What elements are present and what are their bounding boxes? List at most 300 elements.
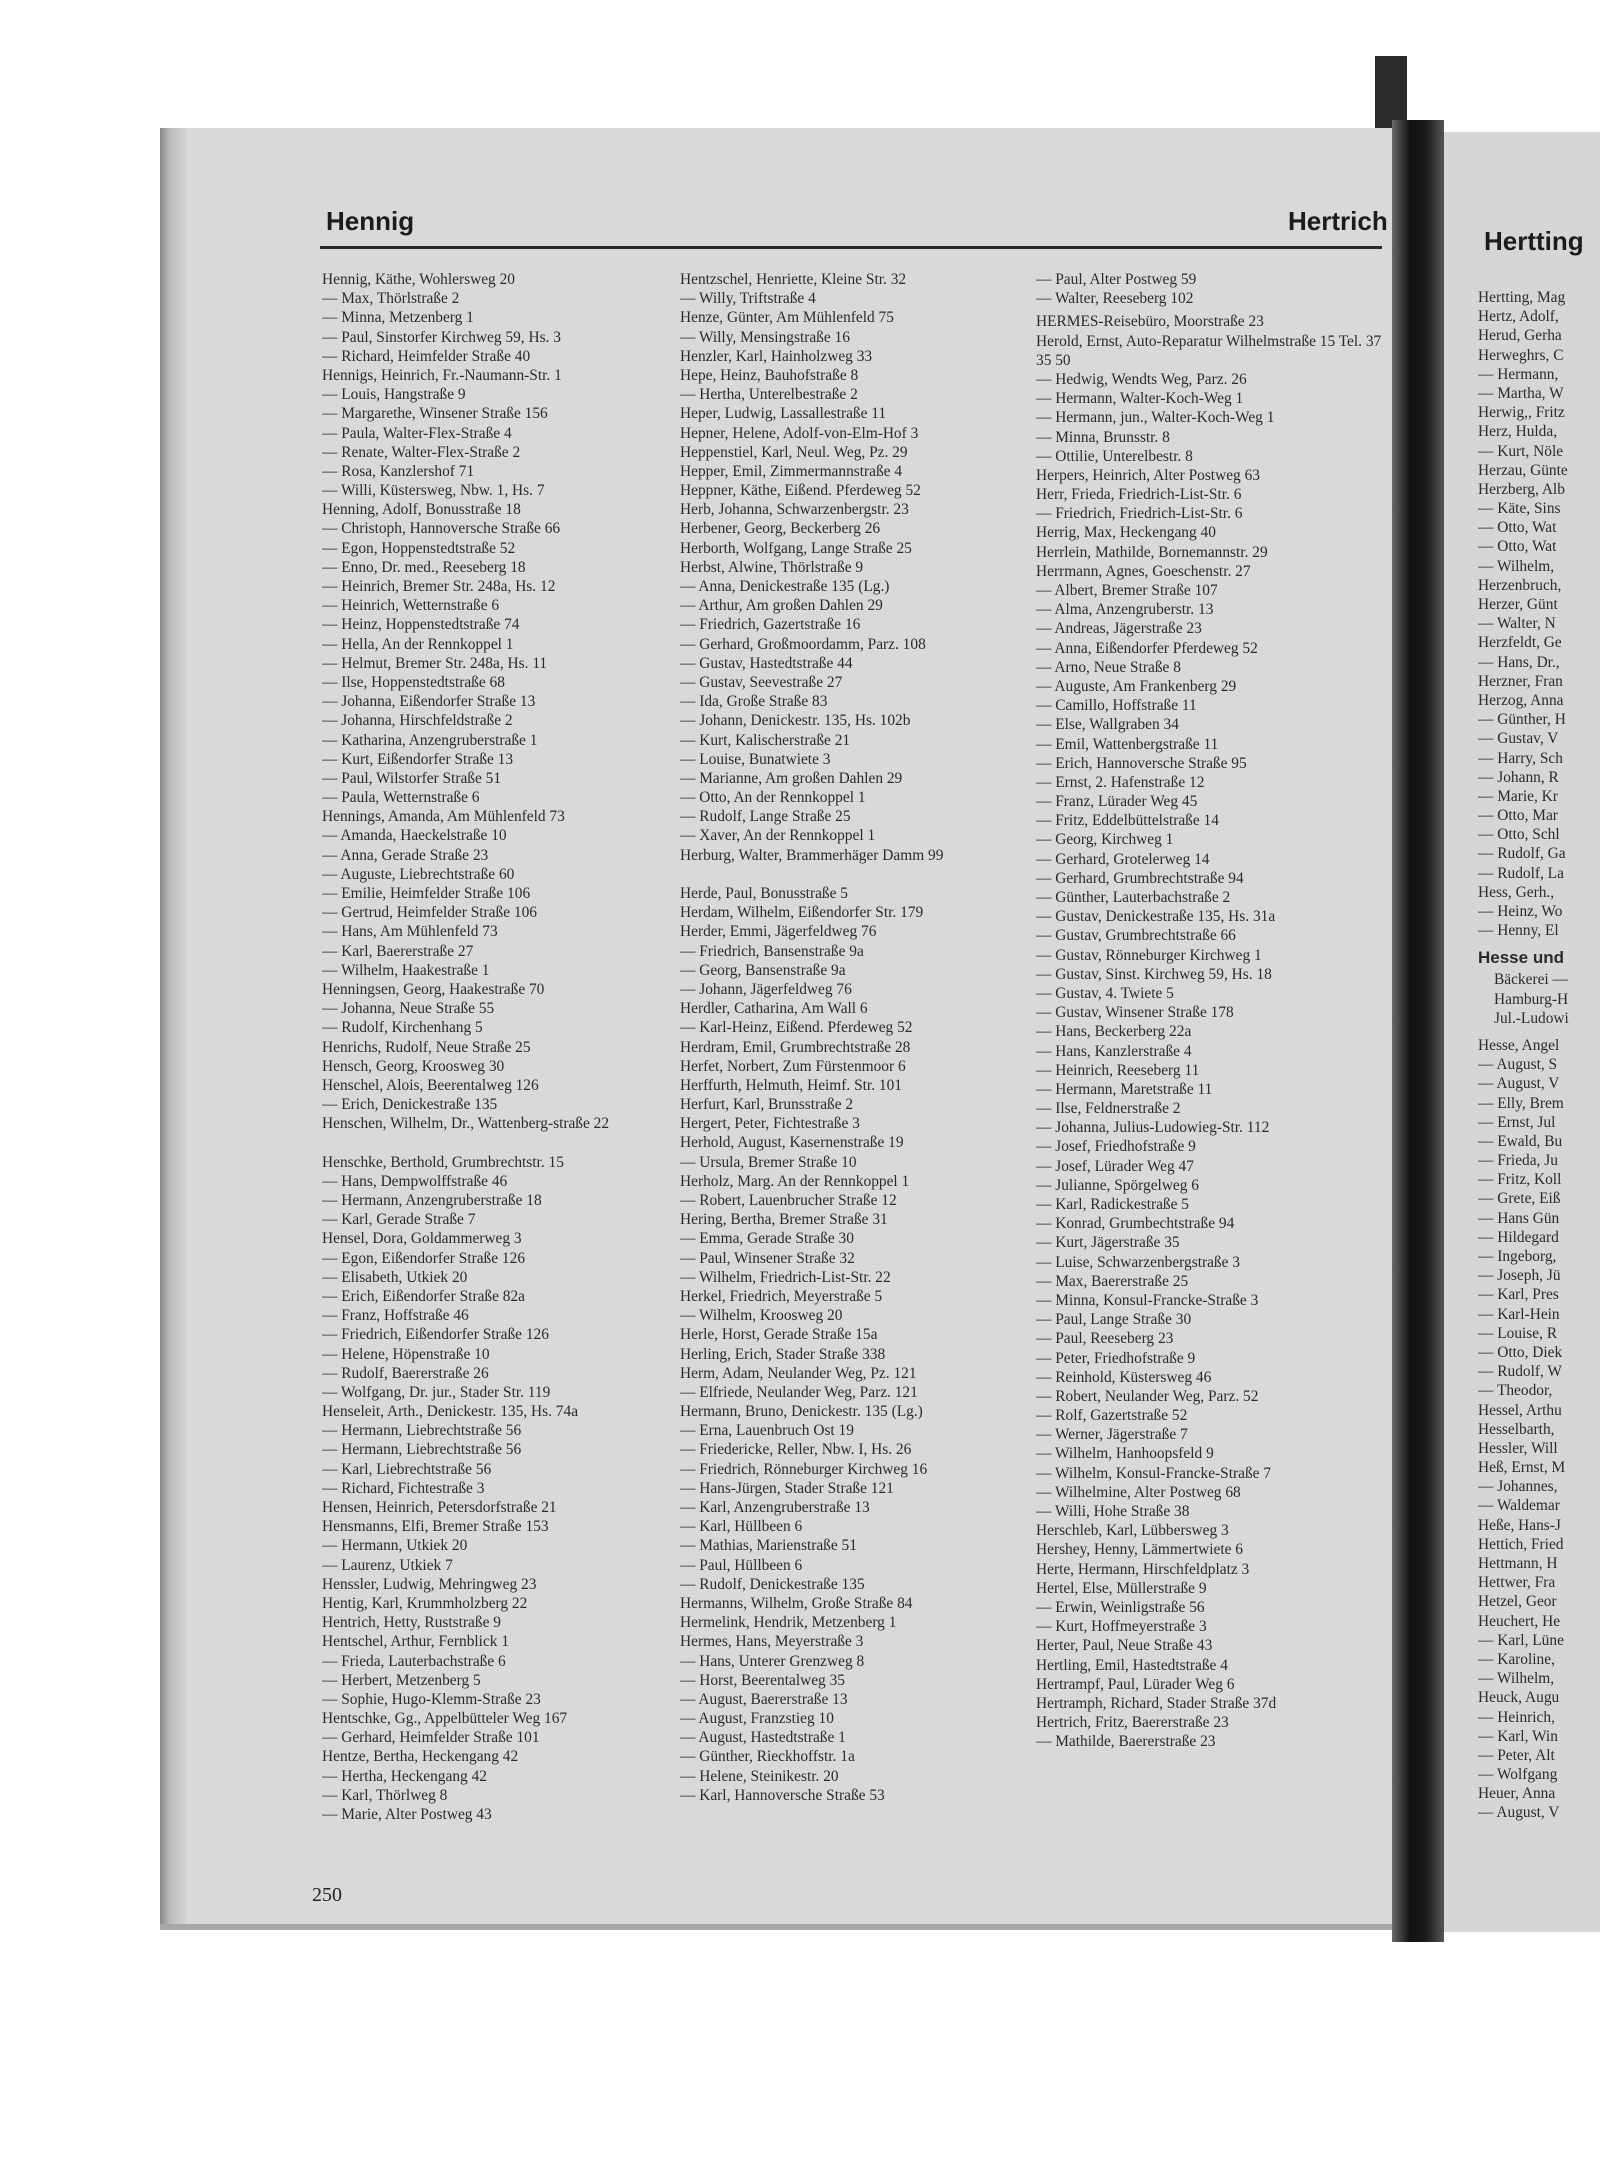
directory-entry: — Willi, Hohe Straße 38 <box>1036 1503 1190 1521</box>
directory-entry: — Theodor, <box>1478 1382 1553 1400</box>
directory-entry: — Christoph, Hannoversche Straße 66 <box>322 520 561 538</box>
directory-entry: — Friedrich, Eißendorfer Straße 126 <box>322 1326 549 1344</box>
directory-entry: Hertrich, Fritz, Baererstraße 23 <box>1036 1714 1229 1732</box>
directory-entry: — Albert, Bremer Straße 107 <box>1036 582 1218 600</box>
directory-entry: — Gerhard, Grotelerweg 14 <box>1036 850 1210 868</box>
directory-entry: — Erich, Denickestraße 135 <box>322 1096 498 1114</box>
directory-entry: — Paula, Walter-Flex-Straße 4 <box>322 424 512 442</box>
directory-entry: Herdram, Emil, Grumbrechtstraße 28 <box>680 1038 911 1056</box>
directory-entry: Herzog, Anna <box>1478 691 1564 709</box>
directory-entry: — Otto, Wat <box>1478 519 1557 537</box>
directory-entry: Herrig, Max, Heckengang 40 <box>1036 524 1216 542</box>
directory-entry: — Ingeborg, <box>1478 1248 1557 1265</box>
directory-entry: Heß, Ernst, M <box>1478 1459 1566 1477</box>
directory-entry: Hergert, Peter, Fichtestraße 3 <box>680 1115 860 1133</box>
directory-entry: Jul.-Ludowi <box>1494 1009 1569 1027</box>
directory-entry: — Heinrich, Reeseberg 11 <box>1036 1061 1200 1079</box>
directory-entry: — Ilse, Feldnerstraße 2 <box>1036 1100 1181 1118</box>
directory-entry: — Anna, Denickestraße 135 (Lg.) <box>680 578 890 595</box>
running-head-left: Hennig <box>326 206 415 236</box>
directory-entry: Herzner, Fran <box>1478 672 1563 690</box>
directory-entry: — Hermann, Liebrechtstraße 56 <box>322 1441 522 1459</box>
directory-entry: — Willi, Küstersweg, Nbw. 1, Hs. 7 <box>322 482 545 500</box>
directory-entry: — Elly, Brem <box>1478 1094 1564 1112</box>
directory-entry: — Rudolf, Denickestraße 135 <box>680 1575 865 1593</box>
directory-entry: — Fritz, Koll <box>1478 1171 1562 1189</box>
directory-entry: — Minna, Konsul-Francke-Straße 3 <box>1036 1291 1259 1309</box>
directory-entry: — Camillo, Hoffstraße 11 <box>1036 697 1197 715</box>
column-1 <box>322 270 662 1824</box>
directory-entry: Hentschel, Arthur, Fernblick 1 <box>322 1633 510 1651</box>
directory-entry: — Robert, Lauenbrucher Straße 12 <box>680 1192 897 1210</box>
column-3 <box>1036 270 1386 1751</box>
directory-entry: Hamburg-H <box>1494 990 1569 1008</box>
directory-entry: — Kurt, Kalischerstraße 21 <box>680 731 851 749</box>
directory-entry: Hennig, Käthe, Wohlersweg 20 <box>322 271 515 288</box>
directory-entry: — Hans, Dempwolffstraße 46 <box>322 1172 508 1190</box>
directory-entry: — Friedericke, Reller, Nbw. I, Hs. 26 <box>680 1441 912 1459</box>
directory-entry: — Peter, Alt <box>1478 1746 1555 1764</box>
directory-entry: — Gertrud, Heimfelder Straße 106 <box>322 904 537 922</box>
directory-entry: Heße, Hans-J <box>1478 1516 1561 1534</box>
directory-entry: — Anna, Gerade Straße 23 <box>322 846 489 864</box>
directory-entry: — Ilse, Hoppenstedtstraße 68 <box>322 673 505 691</box>
directory-entry: — Frieda, Lauterbachstraße 6 <box>322 1652 506 1670</box>
directory-entry: — Paul, Alter Postweg 59 <box>1036 271 1197 288</box>
directory-entry: Herzberg, Alb <box>1478 480 1565 498</box>
directory-entry: Henze, Günter, Am Mühlenfeld 75 <box>680 309 894 327</box>
directory-entry: — Hermann, Liebrechtstraße 56 <box>322 1422 522 1440</box>
directory-entry: Hertling, Emil, Hastedtstraße 4 <box>1036 1656 1228 1674</box>
directory-entry: Hertramph, Richard, Stader Straße 37d <box>1036 1694 1277 1712</box>
directory-entry: Hennigs, Heinrich, Fr.-Naumann-Str. 1 <box>322 366 562 384</box>
directory-entry: — Else, Wallgraben 34 <box>1036 716 1179 734</box>
directory-entry: Hertting, Mag <box>1478 289 1566 306</box>
directory-entry: Herffurth, Helmuth, Heimf. Str. 101 <box>680 1076 902 1094</box>
directory-entry: — Hertha, Unterelbestraße 2 <box>680 386 858 404</box>
directory-entry: Hentzschel, Henriette, Kleine Str. 32 <box>680 271 907 288</box>
directory-entry: — Horst, Beerentalweg 35 <box>680 1671 845 1689</box>
header-rule <box>320 246 1382 249</box>
directory-entry: — Rudolf, La <box>1478 864 1564 882</box>
directory-entry: — Marie, Alter Postweg 43 <box>322 1806 492 1824</box>
directory-entry: — Emilie, Heimfelder Straße 106 <box>322 885 531 902</box>
directory-entry: Herling, Erich, Stader Straße 338 <box>680 1345 886 1363</box>
directory-entry: Herr, Frieda, Friedrich-List-Str. 6 <box>1036 486 1242 504</box>
directory-entry: — Hella, An der Rennkoppel 1 <box>322 635 514 653</box>
directory-entry: — Louise, R <box>1478 1324 1558 1342</box>
directory-entry: — Herbert, Metzenberg 5 <box>322 1671 481 1689</box>
directory-entry: Heuck, Augu <box>1478 1689 1560 1707</box>
directory-entry: — Josef, Lürader Weg 47 <box>1036 1157 1194 1175</box>
directory-entry: — Ernst, 2. Hafenstraße 12 <box>1036 773 1205 791</box>
directory-entry: Hepe, Heinz, Bauhofstraße 8 <box>680 366 859 384</box>
directory-entry: — Friedrich, Gazertstraße 16 <box>680 616 861 634</box>
directory-entry: — Peter, Friedhofstraße 9 <box>1036 1349 1196 1367</box>
directory-entry: — Johanna, Eißendorfer Straße 13 <box>322 693 536 711</box>
directory-entry: — Waldemar <box>1478 1497 1560 1515</box>
directory-entry: — Karl, Anzengruberstraße 13 <box>680 1499 870 1517</box>
directory-entry: — Wilhelm, <box>1478 557 1555 575</box>
directory-entry: Hermanns, Wilhelm, Große Straße 84 <box>680 1594 913 1612</box>
directory-entry: Hessler, Will <box>1478 1439 1558 1457</box>
directory-entry: — Rudolf, Kirchenhang 5 <box>322 1019 483 1037</box>
directory-entry: — Joseph, Jü <box>1478 1267 1561 1285</box>
directory-entry: Herrlein, Mathilde, Bornemannstr. 29 <box>1036 543 1268 561</box>
directory-entry: Herweghrs, C <box>1478 346 1564 364</box>
directory-entry: — Julianne, Spörgelweg 6 <box>1036 1176 1200 1194</box>
directory-entry: — Mathilde, Baererstraße 23 <box>1036 1733 1216 1751</box>
directory-entry: — August, V <box>1478 1804 1560 1822</box>
directory-entry: — Hermann, Maretstraße 11 <box>1036 1080 1213 1098</box>
directory-entry: — Fritz, Eddelbüttelstraße 14 <box>1036 812 1219 830</box>
directory-entry: — Heinz, Wo <box>1478 903 1563 920</box>
directory-entry: — Karl, Baererstraße 27 <box>322 942 474 960</box>
directory-entry: — Sophie, Hugo-Klemm-Straße 23 <box>322 1690 541 1708</box>
directory-entry: Hennings, Amanda, Am Mühlenfeld 73 <box>322 808 565 826</box>
directory-entry: — Gustav, Rönneburger Kirchweg 1 <box>1036 946 1262 964</box>
directory-entry: Henningsen, Georg, Haakestraße 70 <box>322 980 545 998</box>
directory-entry: — Arthur, Am großen Dahlen 29 <box>680 597 883 615</box>
directory-entry: — Otto, Wat <box>1478 538 1557 556</box>
directory-entry: — Karl, Lüne <box>1478 1631 1564 1649</box>
directory-entry: — Kurt, Eißendorfer Straße 13 <box>322 750 514 768</box>
directory-entry: — Johanna, Julius-Ludowieg-Str. 112 <box>1036 1119 1270 1137</box>
directory-entry: Hettich, Fried <box>1478 1535 1564 1553</box>
directory-entry: — Max, Thörlstraße 2 <box>322 290 460 308</box>
directory-entry: — Wilhelm, <box>1478 1670 1555 1688</box>
directory-entry: — Franz, Lürader Weg 45 <box>1036 793 1198 811</box>
directory-entry: Herm, Adam, Neulander Weg, Pz. 121 <box>680 1364 917 1382</box>
directory-entry: — Wilhelm, Friedrich-List-Str. 22 <box>680 1268 891 1286</box>
directory-entry: — Wolfgang, Dr. jur., Stader Str. 119 <box>322 1383 551 1401</box>
directory-entry: — Konrad, Grumbechtstraße 94 <box>1036 1215 1235 1233</box>
directory-entry: — Otto, An der Rennkoppel 1 <box>680 789 866 807</box>
directory-entry: Herold, Ernst, Auto-Reparatur Wilhelmstraße 15 Tel. 37 35 50 <box>1036 332 1382 369</box>
directory-entry: — Kurt, Hoffmeyerstraße 3 <box>1036 1618 1207 1636</box>
directory-entry: — Rudolf, Baererstraße 26 <box>322 1364 489 1382</box>
directory-entry: Hesselbarth, <box>1478 1420 1555 1438</box>
directory-entry: Henrichs, Rudolf, Neue Straße 25 <box>322 1038 531 1056</box>
directory-entry: — Andreas, Jägerstraße 23 <box>1036 620 1202 638</box>
directory-entry: — Elisabeth, Utkiek 20 <box>322 1268 468 1286</box>
directory-entry: Hensel, Dora, Goldammerweg 3 <box>322 1230 522 1248</box>
directory-entry: — Rudolf, Lange Straße 25 <box>680 808 851 826</box>
directory-entry: Hermes, Hans, Meyerstraße 3 <box>680 1633 864 1651</box>
directory-entry: Herde, Paul, Bonusstraße 5 <box>680 885 848 903</box>
directory-entry: — Minna, Metzenberg 1 <box>322 309 474 327</box>
section-heading: Hesse und <box>1478 948 1564 968</box>
directory-entry: — Käte, Sins <box>1478 500 1561 518</box>
directory-entry: — Johann, Jägerfeldweg 76 <box>680 980 852 998</box>
directory-entry: — Kurt, Nöle <box>1478 442 1564 460</box>
directory-entry: — Grete, Eiß <box>1478 1190 1561 1208</box>
directory-entry: — Otto, Diek <box>1478 1343 1563 1361</box>
directory-entry: — Gustav, V <box>1478 730 1559 748</box>
directory-entry: — Johannes, <box>1478 1478 1558 1496</box>
directory-entry: Herter, Paul, Neue Straße 43 <box>1036 1637 1213 1655</box>
directory-entry: — Auguste, Am Frankenberg 29 <box>1036 677 1237 695</box>
directory-entry: Herschleb, Karl, Lübbersweg 3 <box>1036 1522 1229 1540</box>
directory-entry: — August, Baererstraße 13 <box>680 1690 848 1708</box>
directory-entry: — Helmut, Bremer Str. 248a, Hs. 11 <box>322 654 548 672</box>
directory-entry: Heper, Ludwig, Lassallestraße 11 <box>680 405 887 423</box>
directory-entry: — Karl, Radickestraße 5 <box>1036 1196 1189 1214</box>
directory-entry: — Otto, Schl <box>1478 826 1560 844</box>
directory-entry: — Hans, Am Mühlenfeld 73 <box>322 923 498 941</box>
directory-entry: — Friedrich, Friedrich-List-Str. 6 <box>1036 505 1243 523</box>
running-head-right: Hertrich <box>1288 206 1388 236</box>
directory-entry: — Harry, Sch <box>1478 749 1563 767</box>
directory-entry: Hertel, Else, Müllerstraße 9 <box>1036 1579 1207 1597</box>
directory-entry: Hettmann, H <box>1478 1555 1558 1572</box>
directory-entry: — Minna, Brunsstr. 8 <box>1036 428 1170 446</box>
directory-entry: — Karl-Hein <box>1478 1305 1560 1323</box>
directory-entry: Hessel, Arthu <box>1478 1401 1562 1419</box>
directory-entry: — Luise, Schwarzenbergstraße 3 <box>1036 1253 1241 1271</box>
directory-entry: Hepner, Helene, Adolf-von-Elm-Hof 3 <box>680 424 919 442</box>
directory-entry: Hermann, Bruno, Denickestr. 135 (Lg.) <box>680 1403 923 1421</box>
directory-entry: — Werner, Jägerstraße 7 <box>1036 1426 1188 1444</box>
page-bottom-edge <box>160 1924 1392 1930</box>
directory-entry: — Paul, Winsener Straße 32 <box>680 1249 855 1267</box>
directory-entry: — Rosa, Kanzlershof 71 <box>322 462 475 480</box>
directory-entry: — Hans, Dr., <box>1478 653 1560 671</box>
directory-entry: — Günther, H <box>1478 711 1566 729</box>
directory-entry: — August, Hastedtstraße 1 <box>680 1729 846 1747</box>
directory-entry: — Louise, Bunatwiete 3 <box>680 750 831 768</box>
book-gutter <box>1392 120 1444 1942</box>
directory-entry: — Paul, Lange Straße 30 <box>1036 1311 1192 1329</box>
directory-entry: Hentze, Bertha, Heckengang 42 <box>322 1748 519 1766</box>
directory-entry: Heuchert, He <box>1478 1612 1561 1630</box>
directory-entry: — Gerhard, Großmoordamm, Parz. 108 <box>680 635 926 653</box>
directory-entry: — Johann, R <box>1478 768 1559 786</box>
directory-entry: — Josef, Friedhofstraße 9 <box>1036 1138 1196 1156</box>
directory-entry: Hesse, Angel <box>1478 1036 1560 1054</box>
directory-entry: — Hermann, Anzengruberstraße 18 <box>322 1192 542 1210</box>
directory-entry: Herle, Horst, Gerade Straße 15a <box>680 1326 878 1344</box>
directory-entry: — Heinrich, Bremer Str. 248a, Hs. 12 <box>322 578 556 595</box>
directory-entry: — Henny, El <box>1478 922 1559 940</box>
directory-entry: — Erich, Eißendorfer Straße 82a <box>322 1287 525 1305</box>
directory-entry: Herdler, Catharina, Am Wall 6 <box>680 1000 868 1018</box>
directory-entry: — Anna, Eißendorfer Pferdeweg 52 <box>1036 639 1258 657</box>
directory-entry: — August, V <box>1478 1075 1560 1093</box>
directory-entry: — Amanda, Haeckelstraße 10 <box>322 827 507 845</box>
directory-entry: Herbst, Alwine, Thörlstraße 9 <box>680 558 864 576</box>
directory-entry: — Gustav, 4. Twiete 5 <box>1036 984 1174 1002</box>
directory-entry: — Auguste, Liebrechtstraße 60 <box>322 865 515 883</box>
directory-entry: — Johanna, Neue Straße 55 <box>322 1000 495 1018</box>
directory-entry: — Karl, Hannoversche Straße 53 <box>680 1786 885 1804</box>
directory-entry: — Kurt, Jägerstraße 35 <box>1036 1234 1180 1252</box>
directory-entry: Herb, Johanna, Schwarzenbergstr. 23 <box>680 501 909 519</box>
directory-entry: — Paula, Wetternstraße 6 <box>322 789 480 807</box>
directory-entry: — Gustav, Sinst. Kirchweg 59, Hs. 18 <box>1036 965 1272 983</box>
directory-entry: Herdam, Wilhelm, Eißendorfer Str. 179 <box>680 904 924 922</box>
directory-entry: — Walter, N <box>1478 615 1556 633</box>
directory-entry: — Rolf, Gazertstraße 52 <box>1036 1407 1188 1425</box>
directory-entry: — Hans, Beckerberg 22a <box>1036 1023 1192 1041</box>
directory-entry: — Heinz, Hoppenstedtstraße 74 <box>322 616 520 634</box>
directory-entry: — Paul, Reeseberg 23 <box>1036 1330 1174 1348</box>
directory-entry: — Karl, Win <box>1478 1727 1558 1745</box>
directory-entry: — Hermann, jun., Walter-Koch-Weg 1 <box>1036 409 1275 427</box>
directory-entry: Herholz, Marg. An der Rennkoppel 1 <box>680 1172 910 1190</box>
directory-entry: Herder, Emmi, Jägerfeldweg 76 <box>680 923 877 941</box>
directory-entry: — Gustav, Hastedtstraße 44 <box>680 654 853 672</box>
directory-entry: Henschel, Alois, Beerentalweg 126 <box>322 1076 539 1094</box>
directory-entry: Henseleit, Arth., Denickestr. 135, Hs. 74a <box>322 1403 579 1421</box>
directory-entry: Hertrampf, Paul, Lürader Weg 6 <box>1036 1675 1235 1693</box>
running-head-next-page: Hertting <box>1484 226 1584 256</box>
directory-entry: — Karoline, <box>1478 1650 1555 1668</box>
directory-entry: — Helene, Steinikestr. 20 <box>680 1767 839 1785</box>
directory-entry: — Wilhelm, Hanhoopsfeld 9 <box>1036 1445 1214 1463</box>
directory-entry: — Karl-Heinz, Eißend. Pferdeweg 52 <box>680 1019 913 1037</box>
directory-entry: Herte, Hermann, Hirschfeldplatz 3 <box>1036 1560 1250 1578</box>
directory-entry: — Gerhard, Grumbrechtstraße 94 <box>1036 869 1244 887</box>
directory-entry: — Wilhelm, Kroosweg 20 <box>680 1307 843 1325</box>
directory-entry: Herzer, Günt <box>1478 596 1558 613</box>
directory-entry: — Gustav, Winsener Straße 178 <box>1036 1004 1234 1022</box>
directory-entry: — Paul, Hüllbeen 6 <box>680 1556 803 1574</box>
directory-entry: Hershey, Henny, Lämmertwiete 6 <box>1036 1541 1243 1559</box>
directory-entry: — Enno, Dr. med., Reeseberg 18 <box>322 558 526 576</box>
directory-entry: — Max, Baererstraße 25 <box>1036 1272 1189 1290</box>
directory-entry: — Marianne, Am großen Dahlen 29 <box>680 769 903 787</box>
directory-entry: Herfurt, Karl, Brunsstraße 2 <box>680 1096 854 1114</box>
directory-entry: Hentschke, Gg., Appelbütteler Weg 167 <box>322 1710 568 1728</box>
directory-entry: Hess, Gerh., <box>1478 883 1555 901</box>
directory-entry: Hetzel, Geor <box>1478 1593 1557 1611</box>
directory-entry: — Friedrich, Bansenstraße 9a <box>680 942 864 960</box>
directory-entry: — Georg, Kirchweg 1 <box>1036 831 1174 849</box>
directory-entry: — August, Franzstieg 10 <box>680 1710 834 1728</box>
directory-entry: Herkel, Friedrich, Meyerstraße 5 <box>680 1287 883 1305</box>
directory-entry: Hepper, Emil, Zimmermannstraße 4 <box>680 462 903 480</box>
directory-entry: — Marie, Kr <box>1478 787 1558 805</box>
directory-entry: — Wilhelm, Konsul-Francke-Straße 7 <box>1036 1464 1272 1482</box>
directory-entry: — Hertha, Heckengang 42 <box>322 1767 487 1785</box>
directory-entry: Hertz, Adolf, <box>1478 308 1559 326</box>
directory-entry: — Rudolf, W <box>1478 1363 1562 1381</box>
directory-entry: — Wilhelm, Haakestraße 1 <box>322 961 490 979</box>
directory-entry: — Karl, Pres <box>1478 1286 1559 1304</box>
column-2 <box>680 270 1016 1805</box>
directory-entry: — Reinhold, Küstersweg 46 <box>1036 1368 1212 1386</box>
directory-entry: Herpers, Heinrich, Alter Postweg 63 <box>1036 466 1260 484</box>
directory-entry: Herrmann, Agnes, Goeschenstr. 27 <box>1036 562 1251 580</box>
directory-entry: — Gustav, Seevestraße 27 <box>680 673 843 691</box>
directory-entry: Hermelink, Hendrik, Metzenberg 1 <box>680 1614 897 1632</box>
directory-entry: — Hermann, <box>1478 365 1559 383</box>
directory-entry: — Renate, Walter-Flex-Straße 2 <box>322 443 521 461</box>
directory-entry: — Rudolf, Ga <box>1478 845 1566 863</box>
directory-entry: Bäckerei — <box>1494 971 1568 989</box>
directory-entry: Heppenstiel, Karl, Neul. Weg, Pz. 29 <box>680 443 908 461</box>
column-next-page <box>1478 288 1600 1823</box>
directory-entry: — Louis, Hangstraße 9 <box>322 386 466 404</box>
directory-entry: — Martha, W <box>1478 384 1564 402</box>
directory-entry: — Helene, Höpenstraße 10 <box>322 1345 490 1363</box>
directory-entry: Henning, Adolf, Bonusstraße 18 <box>322 501 521 519</box>
directory-entry: Herwig,, Fritz <box>1478 404 1565 422</box>
directory-entry: Heppner, Käthe, Eißend. Pferdeweg 52 <box>680 482 921 500</box>
page-number: 250 <box>312 1884 342 1906</box>
directory-entry: Hensmanns, Elfi, Bremer Straße 153 <box>322 1518 549 1536</box>
directory-entry: Henzler, Karl, Hainholzweg 33 <box>680 347 873 365</box>
directory-entry: — Karl, Hüllbeen 6 <box>680 1518 803 1536</box>
directory-entry: Herfet, Norbert, Zum Fürstenmoor 6 <box>680 1057 906 1075</box>
directory-entry: — Karl, Thörlweg 8 <box>322 1786 448 1804</box>
directory-entry: Hering, Bertha, Bremer Straße 31 <box>680 1211 888 1229</box>
directory-entry: — Richard, Heimfelder Straße 40 <box>322 347 531 365</box>
directory-entry: — Erna, Lauenbruch Ost 19 <box>680 1422 854 1440</box>
directory-entry: — Hermann, Walter-Koch-Weg 1 <box>1036 390 1244 408</box>
directory-entry: — Ernst, Jul <box>1478 1113 1556 1131</box>
directory-entry: — Hans, Unterer Grenzweg 8 <box>680 1652 865 1670</box>
directory-entry: — Paul, Sinstorfer Kirchweg 59, Hs. 3 <box>322 328 561 346</box>
directory-entry: Hentrich, Hetty, Ruststraße 9 <box>322 1614 501 1632</box>
directory-entry: — Hildegard <box>1478 1228 1559 1246</box>
directory-entry: Hettwer, Fra <box>1478 1574 1556 1592</box>
directory-entry: — Johanna, Hirschfeldstraße 2 <box>322 712 513 730</box>
page-edge-shadow <box>160 128 186 1928</box>
directory-entry: Henssler, Ludwig, Mehringweg 23 <box>322 1575 537 1593</box>
directory-entry: — Karl, Liebrechtstraße 56 <box>322 1460 492 1478</box>
directory-entry: — Emil, Wattenbergstraße 11 <box>1036 735 1219 753</box>
directory-entry: Herzau, Günte <box>1478 461 1568 479</box>
directory-entry: Herbener, Georg, Beckerberg 26 <box>680 520 881 538</box>
directory-entry: Heuer, Anna <box>1478 1785 1556 1803</box>
directory-entry: — Erich, Hannoversche Straße 95 <box>1036 754 1247 772</box>
directory-entry: — Xaver, An der Rennkoppel 1 <box>680 827 876 845</box>
directory-entry: — Egon, Hoppenstedtstraße 52 <box>322 539 516 557</box>
directory-entry: — August, S <box>1478 1056 1558 1074</box>
directory-entry: — Egon, Eißendorfer Straße 126 <box>322 1249 526 1267</box>
directory-entry: Hentig, Karl, Krummholzberg 22 <box>322 1594 528 1612</box>
directory-entry: — Hans-Jürgen, Stader Straße 121 <box>680 1479 894 1497</box>
directory-entry: — Alma, Anzengruberstr. 13 <box>1036 601 1214 619</box>
directory-entry: — Paul, Wilstorfer Straße 51 <box>322 769 502 787</box>
directory-entry: — Ida, Große Straße 83 <box>680 693 828 711</box>
directory-entry: — Otto, Mar <box>1478 807 1558 825</box>
directory-entry: — Frieda, Ju <box>1478 1152 1558 1170</box>
directory-entry: Herzenbruch, <box>1478 576 1562 594</box>
directory-entry: — Erwin, Weinligstraße 56 <box>1036 1598 1205 1616</box>
directory-entry: — Ewald, Bu <box>1478 1132 1563 1150</box>
directory-entry: — Heinrich, <box>1478 1708 1555 1726</box>
directory-entry: — Elfriede, Neulander Weg, Parz. 121 <box>680 1383 918 1401</box>
directory-entry: — Katharina, Anzengruberstraße 1 <box>322 731 538 749</box>
directory-entry: — Willy, Mensingstraße 16 <box>680 328 850 346</box>
directory-entry: HERMES-Reisebüro, Moorstraße 23 <box>1036 313 1264 331</box>
directory-entry: — Karl, Gerade Straße 7 <box>322 1211 476 1229</box>
directory-entry: — Heinrich, Wetternstraße 6 <box>322 597 500 615</box>
directory-entry: — Gustav, Grumbrechtstraße 66 <box>1036 927 1236 945</box>
directory-entry: — Hermann, Utkiek 20 <box>322 1537 468 1555</box>
directory-entry: — Gerhard, Heimfelder Straße 101 <box>322 1729 540 1747</box>
directory-entry: — Georg, Bansenstraße 9a <box>680 961 846 979</box>
directory-entry: — Franz, Hoffstraße 46 <box>322 1307 469 1325</box>
directory-entry: — Gustav, Denickestraße 135, Hs. 31a <box>1036 908 1276 926</box>
directory-entry: Herhold, August, Kasernenstraße 19 <box>680 1134 904 1152</box>
directory-entry: — Wolfgang <box>1478 1766 1558 1784</box>
directory-entry: — Margarethe, Winsener Straße 156 <box>322 405 548 423</box>
directory-entry: — Johann, Denickestr. 135, Hs. 102b <box>680 712 911 730</box>
